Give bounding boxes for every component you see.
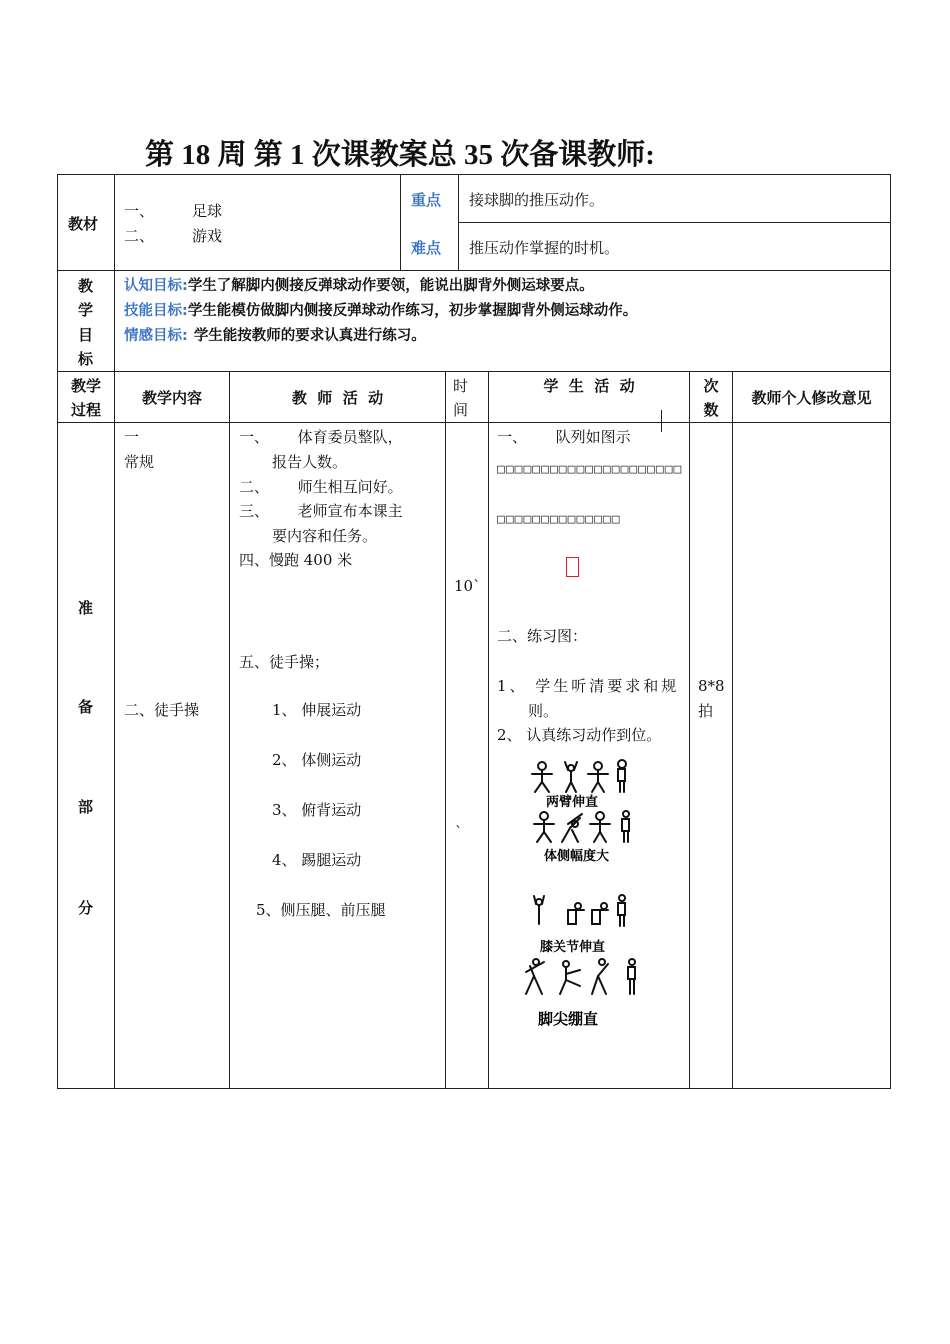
- key-text: 接球脚的推压动作。: [469, 191, 605, 209]
- col-time-line1: 时: [453, 377, 469, 395]
- col-teacher: 教 师 活 动: [291, 389, 384, 407]
- affective-goal: [124, 324, 426, 345]
- difficulty-text: 推压动作掌握的时机。: [469, 239, 620, 257]
- count-line2: 拍: [698, 702, 714, 720]
- section-char-1: 准: [78, 599, 94, 617]
- student-line1: 一、 队列如图示: [497, 428, 631, 446]
- col-count: [690, 374, 732, 422]
- page-title: 第 18 周 第 1 次课教案总 35 次备课教师:: [145, 139, 655, 171]
- material-num-1: 一、: [124, 202, 155, 220]
- key-label: 重点: [411, 191, 442, 209]
- stick-figure-icon: [532, 762, 552, 792]
- col-student: 学 生 活 动: [543, 377, 635, 395]
- goals-label-3: 目: [78, 326, 94, 344]
- teacher-ex3: 3、 俯背运动: [272, 801, 362, 819]
- teacher-line4: 四、慢跑 400 米: [239, 551, 353, 569]
- caption-side-bend: 体侧幅度大: [544, 849, 610, 864]
- teacher-position-marker: [566, 557, 579, 577]
- count-line1: 8*8: [698, 677, 725, 695]
- goals-label-2: 学: [78, 301, 94, 319]
- caption-knees-straight: 膝关节伸直: [540, 940, 606, 955]
- col-count-line1: 次: [703, 377, 719, 395]
- caption-arms-straight: 两臂伸直: [546, 795, 599, 810]
- section-char-3: 部: [78, 798, 94, 816]
- col-content: 教学内容: [141, 389, 202, 407]
- affective-label: 情感目标:: [124, 328, 188, 344]
- student-rule2: 2、 认真练习动作到位。: [497, 726, 662, 744]
- time-2: `: [455, 823, 463, 841]
- time-1: 10`: [454, 577, 481, 595]
- col-time: [453, 374, 468, 422]
- material-name-2: 游戏: [192, 227, 223, 245]
- material-num-2: 二、: [124, 227, 155, 245]
- teacher-line3b: 要内容和任务。: [272, 527, 378, 545]
- content-item2: 二、徒手操: [124, 701, 200, 719]
- cognitive-label: 认知目标:: [124, 278, 188, 294]
- col-process-line2: 过程: [70, 401, 101, 419]
- teacher-line2: 二、 师生相互问好。: [239, 478, 403, 496]
- skill-goal: [124, 299, 637, 320]
- col-process: [58, 374, 114, 422]
- student-rule1a: 1、 学生听清要求和规: [497, 677, 680, 695]
- student-rule1b: 则。: [528, 702, 559, 720]
- student-line2: 二、练习图：: [497, 627, 588, 645]
- content-item1-name: 常规: [124, 453, 155, 471]
- formation-row-2: □□□□□□□□□□□□□□: [497, 512, 621, 527]
- cognitive-text: 学生了解脚内侧接反弹球动作要领，能说出脚背外侧运球要点。: [187, 278, 594, 294]
- skill-label: 技能目标:: [124, 303, 188, 319]
- material-name-1: 足球: [192, 202, 223, 220]
- affective-text: 学生能按教师的要求认真进行练习。: [193, 328, 426, 344]
- col-process-line1: 教学: [70, 377, 101, 395]
- caption-toes-pointed: 脚尖绷直: [538, 1010, 599, 1028]
- teacher-line5: 五、徒手操；: [239, 653, 330, 671]
- col-time-line2: 间: [453, 401, 469, 419]
- teacher-ex2: 2、 体侧运动: [272, 751, 362, 769]
- teacher-line1a: 一、 体育委员整队，: [239, 428, 403, 446]
- skill-text: 学生能模仿做脚内侧接反弹球动作练习，初步掌握脚背外侧运球动作。: [187, 303, 638, 319]
- goals-label-1: 教: [78, 277, 94, 295]
- section-char-2: 备: [78, 698, 94, 716]
- material-label: 教材: [68, 215, 99, 233]
- difficulty-label: 难点: [411, 239, 442, 257]
- teacher-line3a: 三、 老师宣布本课主: [239, 502, 403, 520]
- section-char-4: 分: [78, 899, 94, 917]
- formation-row-1: □□□□□□□□□□□□□□□□□□□□□: [497, 462, 683, 477]
- goals-label-4: 标: [78, 350, 94, 368]
- content-item1-num: 一: [124, 428, 140, 446]
- col-count-line2: 数: [703, 401, 719, 419]
- teacher-line1b: 报告人数。: [272, 453, 348, 471]
- col-revise: 教师个人修改意见: [751, 389, 872, 407]
- exercise-illustration: [520, 756, 650, 1036]
- cognitive-goal: [124, 274, 594, 295]
- teacher-ex1: 1、 伸展运动: [272, 701, 362, 719]
- teacher-ex4: 4、 踢腿运动: [272, 851, 362, 869]
- teacher-ex5: 5、侧压腿、前压腿: [256, 901, 386, 919]
